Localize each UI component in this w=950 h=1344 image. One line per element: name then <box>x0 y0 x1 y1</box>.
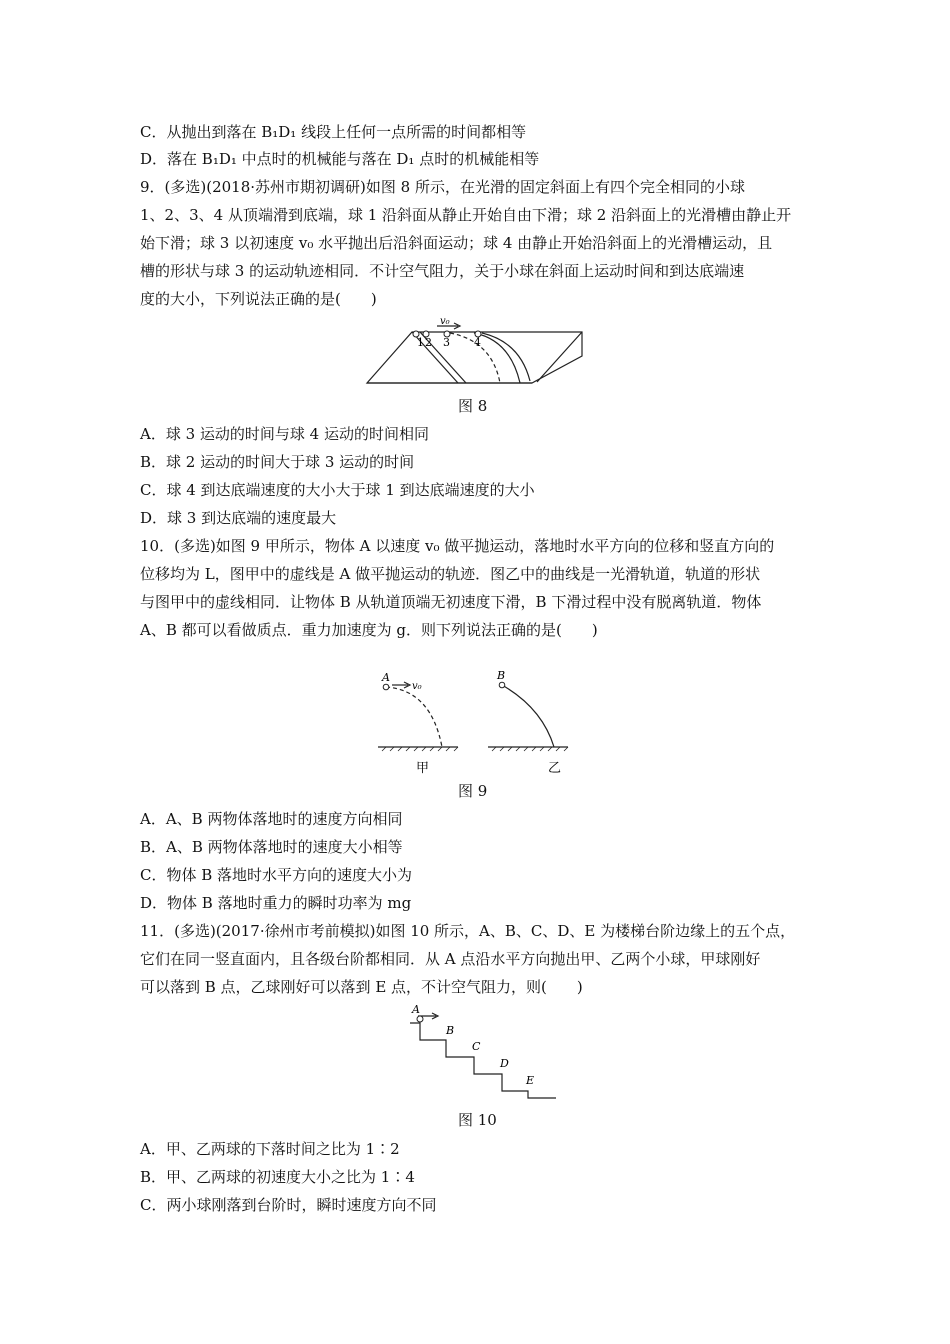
figure-10-caption: 图 10 <box>458 1111 497 1129</box>
fig10-label-e: E <box>526 1074 535 1087</box>
fig9-label-b: B <box>497 669 506 682</box>
q9-stem-line-5: 度的大小，下列说法正确的是( ) <box>140 290 377 308</box>
q11-stem-line-1: 11．(多选)(2017·徐州市考前模拟)如图 10 所示，A、B、C、D、E 为楼梯台阶边缘上的五个点， <box>140 922 796 940</box>
q8-option-d: D．落在 B₁D₁ 中点时的机械能与落在 D₁ 点时的机械能相等 <box>140 150 540 168</box>
q9-stem-line-2: 1、2、3、4 从顶端滑到底端，球 1 沿斜面从静止开始自由下滑；球 2 沿斜面上的光滑槽由静止开 <box>140 206 792 224</box>
figure-9-caption: 图 9 <box>458 782 488 800</box>
fig8-label-1: 1 <box>417 336 424 349</box>
q10-stem-line-3: 与图甲中的虚线相同．让物体 B 从轨道顶端无初速度下滑，B 下滑过程中没有脱离轨道．物体 <box>140 593 762 611</box>
fig8-label-4: 4 <box>474 336 481 349</box>
q10-option-c: C．物体 B 落地时水平方向的速度大小为 <box>140 866 413 884</box>
figure-9-diagram <box>376 668 576 778</box>
figure-8-incline-diagram <box>362 316 592 388</box>
fig9-label-v0: v₀ <box>412 681 422 692</box>
fig9-sublabel-jia: 甲 <box>416 761 430 776</box>
fig10-label-c: C <box>472 1040 481 1053</box>
q9-stem-line-3: 始下滑；球 3 以初速度 v₀ 水平抛出后沿斜面运动；球 4 由静止开始沿斜面上的光滑槽运动，且 <box>140 234 773 252</box>
q10-option-a: A．A、B 两物体落地时的速度方向相同 <box>140 810 403 828</box>
q11-stem-line-2: 它们在同一竖直面内，且各级台阶都相同．从 A 点沿水平方向抛出甲、乙两个小球，甲球刚好 <box>140 950 761 968</box>
q10-option-b: B．A、B 两物体落地时的速度大小相等 <box>140 838 403 856</box>
q11-option-b: B．甲、乙两球的初速度大小之比为 1∶4 <box>140 1168 415 1186</box>
q9-option-a: A．球 3 运动的时间与球 4 运动的时间相同 <box>140 425 429 443</box>
q11-option-a: A．甲、乙两球的下落时间之比为 1∶2 <box>140 1140 400 1158</box>
q8-option-c: C．从抛出到落在 B₁D₁ 线段上任何一点所需的时间都相等 <box>140 123 527 141</box>
fig10-label-a: A <box>412 1003 420 1016</box>
fig9-label-a: A <box>382 671 390 684</box>
fig8-label-3: 3 <box>443 336 450 349</box>
fig10-label-b: B <box>446 1024 455 1037</box>
fig8-label-v0: v₀ <box>440 316 450 327</box>
q9-option-b: B．球 2 运动的时间大于球 3 运动的时间 <box>140 453 415 471</box>
q10-stem-line-2: 位移均为 L，图甲中的虚线是 A 做平抛运动的轨迹．图乙中的曲线是一光滑轨道，轨道的形状 <box>140 565 761 583</box>
figure-10-staircase-diagram <box>400 1003 570 1103</box>
fig10-label-d: D <box>500 1057 509 1070</box>
q9-option-c: C．球 4 到达底端速度的大小大于球 1 到达底端速度的大小 <box>140 481 535 499</box>
figure-8-caption: 图 8 <box>458 397 488 415</box>
q9-stem-line-1: 9．(多选)(2018·苏州市期初调研)如图 8 所示，在光滑的固定斜面上有四个完全相同的小球 <box>140 178 745 196</box>
fig8-label-2: 2 <box>425 336 432 349</box>
q10-option-d: D．物体 B 落地时重力的瞬时功率为 mg <box>140 894 412 912</box>
q11-stem-line-3: 可以落到 B 点，乙球刚好可以落到 E 点，不计空气阻力，则( ) <box>140 978 583 996</box>
fig9-sublabel-yi: 乙 <box>548 761 562 776</box>
q10-stem-line-1: 10．(多选)如图 9 甲所示，物体 A 以速度 v₀ 做平抛运动，落地时水平方向的位移和竖直方向的 <box>140 537 775 555</box>
q10-stem-line-4: A、B 都可以看做质点．重力加速度为 g．则下列说法正确的是( ) <box>140 621 598 639</box>
q11-option-c: C．两小球刚落到台阶时，瞬时速度方向不同 <box>140 1196 437 1214</box>
q9-option-d: D．球 3 到达底端的速度最大 <box>140 509 337 527</box>
q9-stem-line-4: 槽的形状与球 3 的运动轨迹相同．不计空气阻力，关于小球在斜面上运动时间和到达底端速 <box>140 262 745 280</box>
